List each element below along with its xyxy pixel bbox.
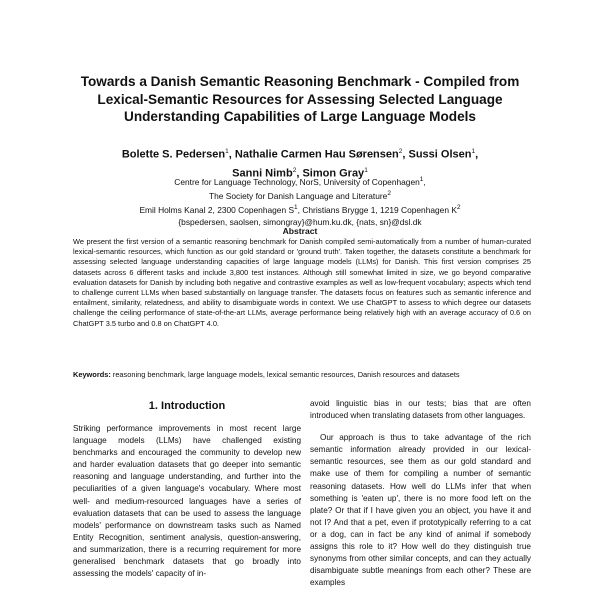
affiliation-line: The Society for Danish Language and Literature (209, 191, 388, 201)
author-affil-marker: 1 (471, 148, 476, 155)
keywords-label: Keywords: (73, 370, 111, 379)
author-name: Nathalie Carmen Hau Sørensen (234, 148, 399, 161)
body-column-left (73, 423, 301, 580)
paragraph: avoid linguistic bias in our tests; bias that are often introduced when translating datasets from other languages. (310, 399, 531, 421)
author-name: Simon Gray (302, 167, 365, 180)
abstract-heading: Abstract (282, 226, 318, 236)
paragraph: Our approach is thus to take advantage of the rich semantic information already provided in our lexical-semantic resources, see them as our gold standard and make use of them for compiling a number of semantic reasoning datasets. How well do LLMs infer that when something is 'eaten up', there is no more food left on the plate? Or that if I have given you an object, you have it and not I? And that a pet, even if prototypically referring to a cat or a dog, can in fact be any kind of animal if somebody assigns this role to it? How well do they distinguish true synonyms from other similar concepts, and can they actually disambiguate subtle meanings from each other? These are examples (310, 433, 531, 588)
author-affil-marker: 2 (398, 148, 403, 155)
address-line: Emil Holms Kanal 2, 2300 Copenhagen S (139, 205, 295, 216)
paper-title: Towards a Danish Semantic Reasoning Benchmark - Compiled from Lexical-Semantic Resources for Assessing Selected Language Understanding Capabilities of Large Language Models (80, 74, 520, 124)
affiliation-line: Centre for Language Technology, NorS, University of Copenhagen (174, 176, 420, 187)
section-heading: 1. Introduction (148, 400, 226, 412)
author-name: Bolette S. Pedersen (121, 148, 226, 161)
affiliations: Centre for Language Technology, NorS, University of Copenhagen$^1$, The Society for Danish Language and Literature$^2$ Emil Holms Kanal 2, 2300 Copenhagen $S^1$, Christians Brygge 1, 1219 Copenhagen $K^2$ {bspedersen, saolsen, simongray}@hum.ku.dk, {nats, sn}@dsl.dk (139, 176, 461, 227)
body-column-right (310, 398, 531, 589)
email-line: {bspedersen, saolsen, simongray}@hum.ku.dk, {nats, sn}@dsl.dk (178, 216, 422, 227)
author-affil-marker: 1 (225, 148, 229, 155)
author-affil-marker: 1 (364, 166, 368, 174)
paragraph: Striking performance improvements in most recent large language models (LLMs) have challenged existing benchmarks and encouraged the community to develop new and harder evaluation datasets that go deeper into semantic reasoning and language understanding, and further into the peculiarities of a given language's vocabulary. Where most well- and medium-resourced languages have a series of evaluation datasets that can be used to assess the language models' performance on downstream tasks such as Named Entity Recognition, sentiment analysis, question-answering, and summarization, there is a recurring requirement for more generalised benchmark datasets that go broadly into assessing the models' capacity of in- (73, 424, 301, 579)
author-name: Sanni Nimb (232, 167, 293, 180)
keywords (73, 370, 531, 380)
author-name: Sussi Olsen (408, 148, 472, 161)
abstract-text: We present the first version of a semantic reasoning benchmark for Danish compiled semi-automatically from a number of human-curated lexical-semantic resources, which function as our gold standard or 'ground truth'. Taken together, the datasets constitute a benchmark for assessing selected language understanding capacities of large language models (LLMs) for Danish. This first version comprises 25 datasets across 6 different tasks and include 3,800 test instances. Although still somewhat limited in size, we go beyond comparative evaluation datasets for Danish by including both negative and contrastive examples as well as low-frequent vocabulary; aspects which tend to challenge current LLMs when based substantially on language transfer. The datasets focus on features such as semantic inference and entailment, similarity, relatedness, and ability to disambiguate words in context. We use ChatGPT to assess to which degree our datasets challenge the ceiling performance of state-of-the-art LLMs, average performance being relatively high with an average accuracy of 0.6 on ChatGPT 3.5 turbo and 0.8 on ChatGPT 4.0. (73, 237, 531, 328)
address-line: , Christians Brygge 1, 1219 Copenhagen K (297, 205, 457, 216)
author-list: Bolette S. Pedersen$^1$, Nathalie Carmen Hau Sørensen$^2$, Sussi Olsen$^1$, Sanni Nimb$^2$, Simon Gray$^1$ (121, 148, 479, 180)
author-affil-marker: 2 (292, 166, 297, 174)
keywords-text: reasoning benchmark, large language models, lexical semantic resources, Danish resources and datasets (112, 370, 460, 379)
